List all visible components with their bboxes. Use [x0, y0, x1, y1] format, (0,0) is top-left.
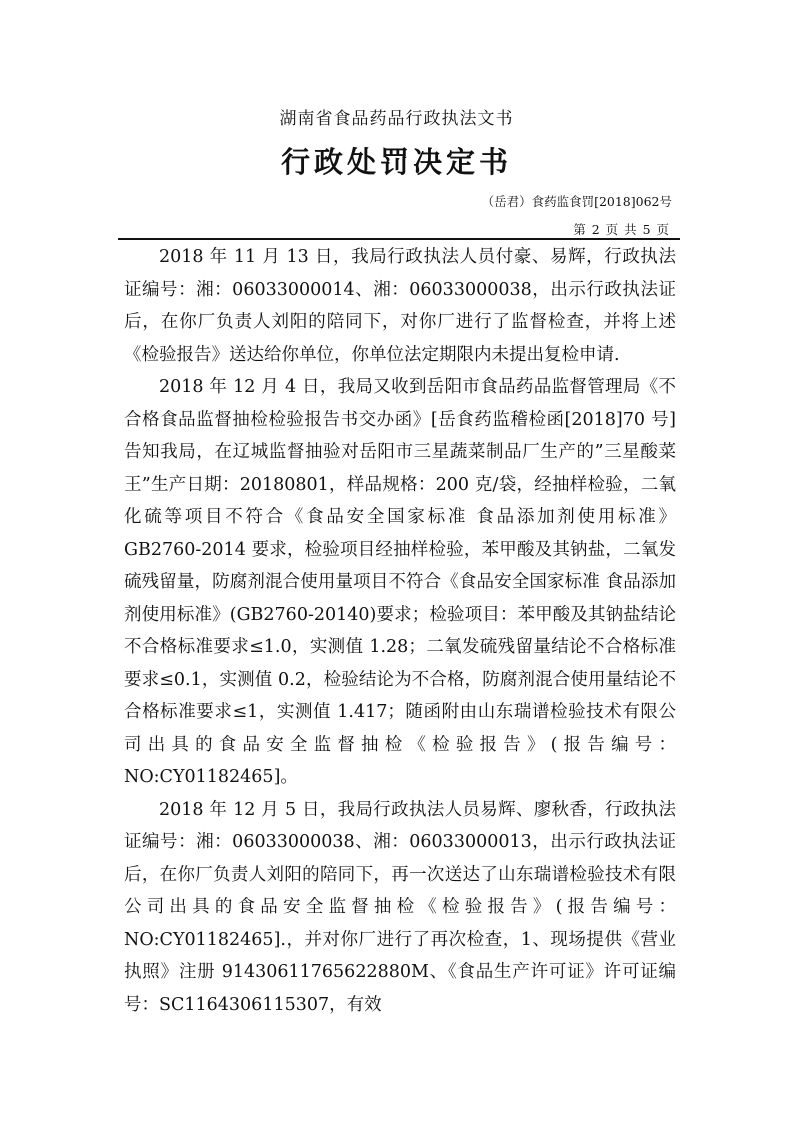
document-body [124, 241, 676, 1021]
agency-document-type: 湖南省食品药品行政执法文书 [279, 109, 514, 129]
page-indicator: 第 2 页 共 5 页 [573, 222, 669, 237]
header-divider [118, 238, 680, 240]
document-number: （岳君）食药监食罚[2018]062号 [481, 194, 672, 209]
document-title: 行政处罚决定书 [280, 145, 512, 179]
paragraph-notification-dec-4: 2018 年 12 月 4 日，我局又收到岳阳市食品药品监督管理局《不合格食品监督抽检检验报告书交办函》[岳食药监稽检函[2018]70 号]告知我局，在辽城监督抽验对岳阳市三星蔬菜制品厂生产的”三星酸菜王”生产日期：20180801，样品规格：200 克/袋，经抽样检验，二氧化硫等项目不符合《食品安全国家标准 食品添加剂使用标准》GB2760-2014 要求，检验项目经抽样检验，苯甲酸及其钠盐，二氧发硫残留量，防腐剂混合使用量项目不符合《食品安全国家标准 食品添加剂使用标准》(GB2760-20140)要求；检验项目：苯甲酸及其钠盐结论不合格标准要求≤1.0，实测值 1.28；二氧发硫残留量结论不合格标准要求≤0.1，实测值 0.2，检验结论为不合格，防腐剂混合使用量结论不合格标准要求≤1，实测值 1.417；随函附由山东瑞谱检验技术有限公司出具的食品安全监督抽检《检验报告》(报告编号：NO:CY01182465]。 [124, 377, 676, 787]
paragraph-reinspection-dec-5: 2018 年 12 月 5 日，我局行政执法人员易辉、廖秋香，行政执法证编号：湘：06033000038、湘：06033000013，出示行政执法证后，在你厂负责人刘阳的陪同下，再一次送达了山东瑞谱检验技术有限公司出具的食品安全监督抽检《检验报告》(报告编号：NO:CY01182465].，并对你厂进行了再次检查，1、现场提供《营业执照》注册 91430611765622880M、《食品生产许可证》许可证编号：SC1164306115307，有效 [124, 799, 676, 1015]
paragraph-inspection-nov-13: 2018 年 11 月 13 日，我局行政执法人员付豪、易辉，行政执法证编号：湘：06033000014、湘：06033000038，出示行政执法证后，在你厂负责人刘阳的陪同下，对你厂进行了监督检查，并将上述《检验报告》送达给你单位，你单位法定期限内未提出复检申请. [124, 247, 676, 365]
